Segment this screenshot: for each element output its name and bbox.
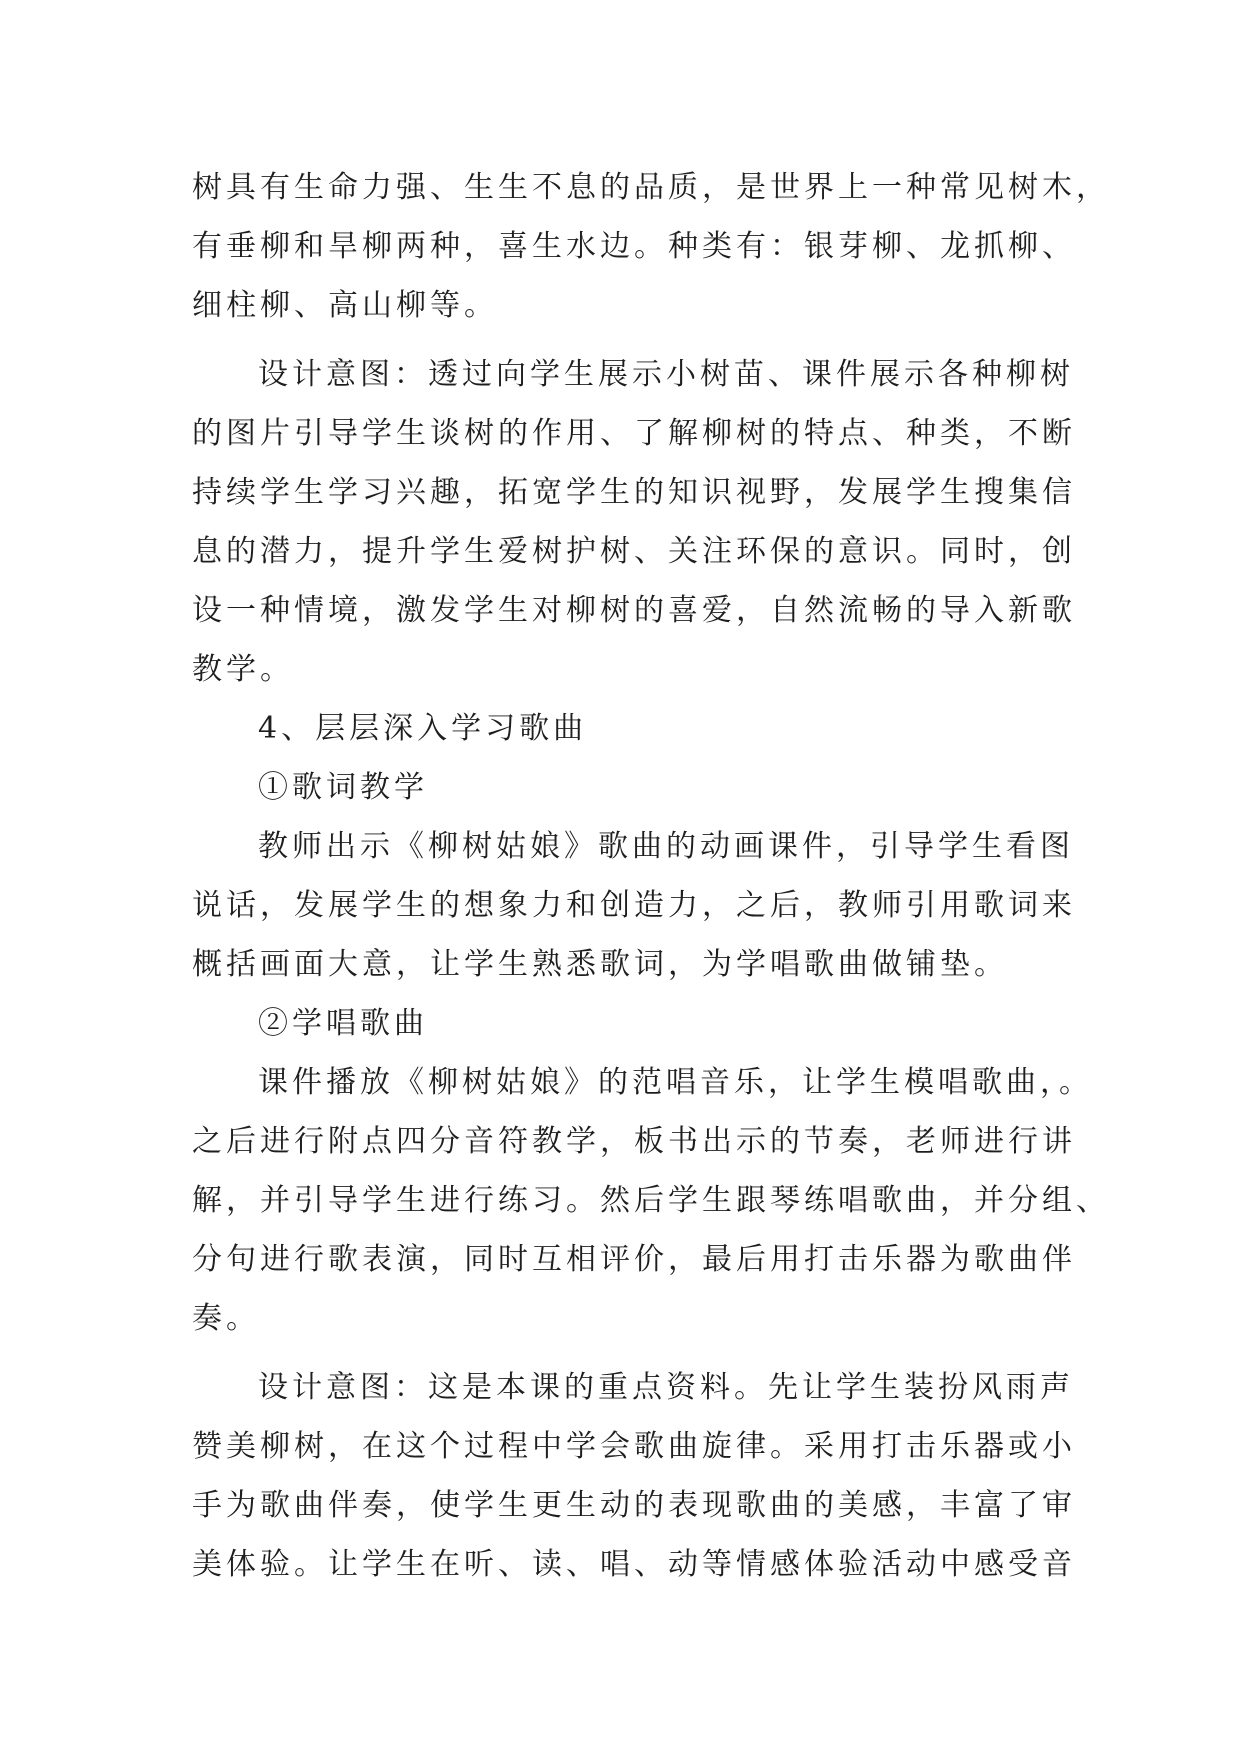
subheading-lyrics-teaching: ①歌词教学 — [258, 770, 428, 805]
text-line: 手为歌曲伴奏，使学生更生动的表现歌曲的美感，丰富了审 — [192, 1488, 1076, 1523]
document-body — [192, 158, 1110, 1594]
text-line: 教学。 — [192, 652, 294, 687]
text-line: 设一种情境，激发学生对柳树的喜爱，自然流畅的导入新歌 — [192, 593, 1076, 628]
section-heading-learn-song: 4、层层深入学习歌曲 — [258, 711, 588, 746]
paragraph-lyrics-teaching — [192, 817, 1076, 994]
paragraph-willow-types — [192, 158, 1110, 335]
text-line: 奏。 — [192, 1301, 260, 1336]
text-line: 设计意图：这是本课的重点资料。先让学生装扮风雨声 — [258, 1370, 1074, 1405]
text-line: 持续学生学习兴趣，拓宽学生的知识视野，发展学生搜集信 — [192, 475, 1076, 510]
text-line: 息的潜力，提升学生爱树护树、关注环保的意识。同时，创 — [192, 534, 1076, 569]
text-line: 美体验。让学生在听、读、唱、动等情感体验活动中感受音 — [192, 1547, 1076, 1582]
text-line: 细柱柳、高山柳等。 — [192, 288, 498, 323]
text-line: 设计意图：透过向学生展示小树苗、课件展示各种柳树 — [258, 357, 1074, 392]
paragraph-gap — [192, 335, 1052, 345]
text-line: 解，并引导学生进行练习。然后学生跟琴练唱歌曲，并分组、 — [192, 1183, 1110, 1218]
text-line: 教师出示《柳树姑娘》歌曲的动画课件，引导学生看图 — [258, 829, 1074, 864]
text-line: 分句进行歌表演，同时互相评价，最后用打击乐器为歌曲伴 — [192, 1242, 1076, 1277]
paragraph-learn-to-sing — [192, 1053, 1110, 1348]
text-line: 说话，发展学生的想象力和创造力，之后，教师引用歌词来 — [192, 888, 1076, 923]
text-line: 有垂柳和旱柳两种，喜生水边。种类有：银芽柳、龙抓柳、 — [192, 229, 1076, 264]
text-line: 的图片引导学生谈树的作用、了解柳树的特点、种类，不断 — [192, 416, 1076, 451]
text-line: 概括画面大意，让学生熟悉歌词，为学唱歌曲做铺垫。 — [192, 947, 1008, 982]
text-line: 之后进行附点四分音符教学，板书出示的节奏，老师进行讲 — [192, 1124, 1076, 1159]
paragraph-design-intent-1 — [192, 345, 1076, 699]
paragraph-design-intent-2 — [192, 1358, 1076, 1594]
subheading-learn-to-sing: ②学唱歌曲 — [258, 1006, 428, 1041]
text-line: 课件播放《柳树姑娘》的范唱音乐，让学生模唱歌曲，。 — [258, 1065, 1093, 1100]
paragraph-gap — [192, 1348, 1052, 1358]
text-line: 树具有生命力强、生生不息的品质，是世界上一种常见树木， — [192, 170, 1110, 205]
text-line: 赞美柳树，在这个过程中学会歌曲旋律。采用打击乐器或小 — [192, 1429, 1076, 1464]
